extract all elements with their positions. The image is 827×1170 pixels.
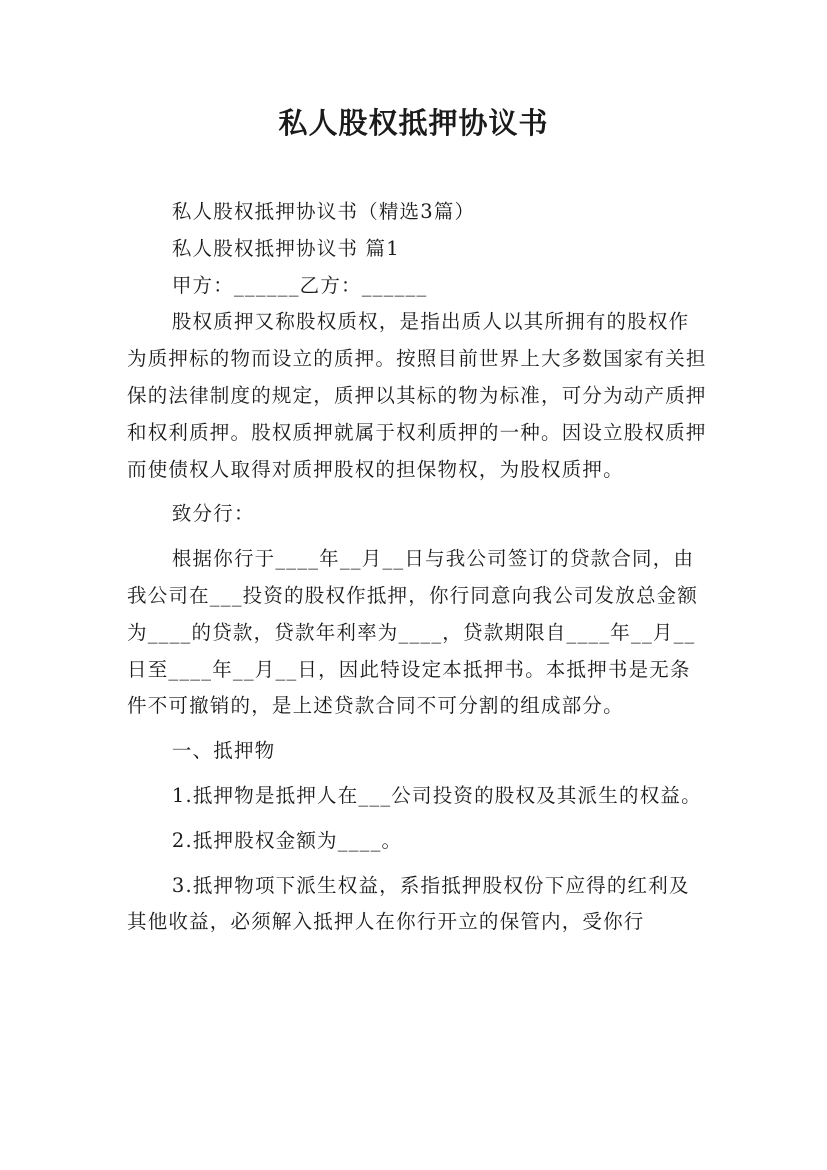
paragraph-collection-title: 私人股权抵押协议书（精选3篇） — [171, 200, 476, 223]
paragraph-section-heading: 一、抵押物 — [171, 739, 276, 763]
paragraph-loan-terms: 根据你行于____年__月__日与我公司签订的贷款合同，由我公司在___投资的股权作抵押，你行同意向我公司发放总金额为____的贷款，贷款年利率为____，贷款期限自____年__月__日至____年__月__日，因此特设定本抵押书。本抵押书是无条件不可撤销的，是上述贷款合同不可分割的组成部分。 — [127, 547, 699, 718]
paragraph-clause-1: 1.抵押物是抵押人在___公司投资的股权及其派生的权益。 — [171, 783, 702, 807]
document-title: 私人股权抵押协议书 — [278, 106, 549, 140]
paragraph-clause-3: 3.抵押物项下派生权益，系指抵押股权份下应得的红利及其他收益，必须解入抵押人在你行开立的保管内，受你行 — [127, 873, 690, 934]
paragraph-definition: 股权质押又称股权质权，是指出质人以其所拥有的股权作为质押标的物而设立的质押。按照目前世界上大多数国家有关担保的法律制度的规定，质押以其标的物为标准，可分为动产质押和权利质押。股权质押就属于权利质押的一种。因设立股权质押而使债权人取得对质押股权的担保物权，为股权质押。 — [127, 310, 707, 481]
paragraph-parties: 甲方：______乙方：______ — [171, 273, 428, 297]
paragraph-salutation: 致分行： — [171, 502, 255, 526]
document-body — [127, 194, 707, 941]
paragraph-chapter-heading: 私人股权抵押协议书 篇1 — [171, 236, 400, 260]
paragraph-clause-2: 2.抵押股权金额为____。 — [171, 828, 403, 852]
